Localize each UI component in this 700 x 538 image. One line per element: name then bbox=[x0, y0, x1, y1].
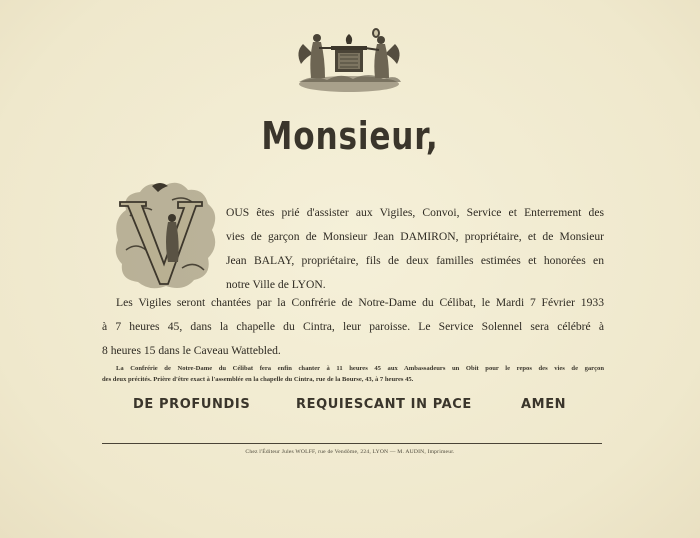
footer-divider bbox=[102, 443, 602, 444]
small-print-line: La Confrérie de Notre-Dame du Célibat fera enfin chanter à 11 heures 45 aux Ambassadeurs un Obit pour le repos des vies de garçon bbox=[116, 365, 604, 372]
paragraph1-line: OUS êtes prié d'assister aux Vigiles, Convoi, Service et Enterrement des bbox=[226, 206, 604, 219]
schedule-paragraph bbox=[102, 291, 604, 363]
phrase-de-profundis: DE PROFUNDIS bbox=[133, 397, 251, 412]
small-print-line: des deux précités. Prière d'être exact à l'assemblée en la chapelle du Cintra, rue de la Bourse, 43, à 7 heures 45. bbox=[102, 376, 414, 383]
angels-altar-engraving-icon bbox=[293, 24, 405, 94]
paragraph1-line: vies de garçon de Monsieur Jean DAMIRON, propriétaire, et de Monsieur bbox=[226, 230, 604, 243]
page-title: Monsieur, bbox=[261, 114, 439, 158]
invitation-paragraph bbox=[226, 201, 604, 297]
printer-credit: Chez l'Éditeur Jules WOLFF, rue de Vendôme, 224, LYON — M. AUDIN, Imprimeur. bbox=[245, 449, 455, 455]
small-print bbox=[102, 363, 604, 385]
paragraph2-line: à 7 heures 45, dans la chapelle du Cintra, leur paroisse. Le Service Solennel sera célébré à bbox=[102, 320, 604, 333]
paragraph1-line: Jean BALAY, propriétaire, fils de deux familles estimées et honorées en bbox=[226, 254, 604, 267]
phrase-requiescant: REQUIESCANT IN PACE bbox=[296, 397, 472, 412]
closing-phrases bbox=[0, 397, 700, 417]
ornamental-initial-v-icon bbox=[112, 180, 218, 292]
paragraph2-line: Les Vigiles seront chantées par la Confrérie de Notre-Dame du Célibat, le Mardi 7 Février 1933 bbox=[116, 296, 604, 309]
phrase-amen: AMEN bbox=[521, 397, 567, 412]
paragraph2-line: 8 heures 15 dans le Caveau Wattebled. bbox=[102, 344, 281, 357]
paragraph1-line: notre Ville de LYON. bbox=[226, 278, 326, 291]
